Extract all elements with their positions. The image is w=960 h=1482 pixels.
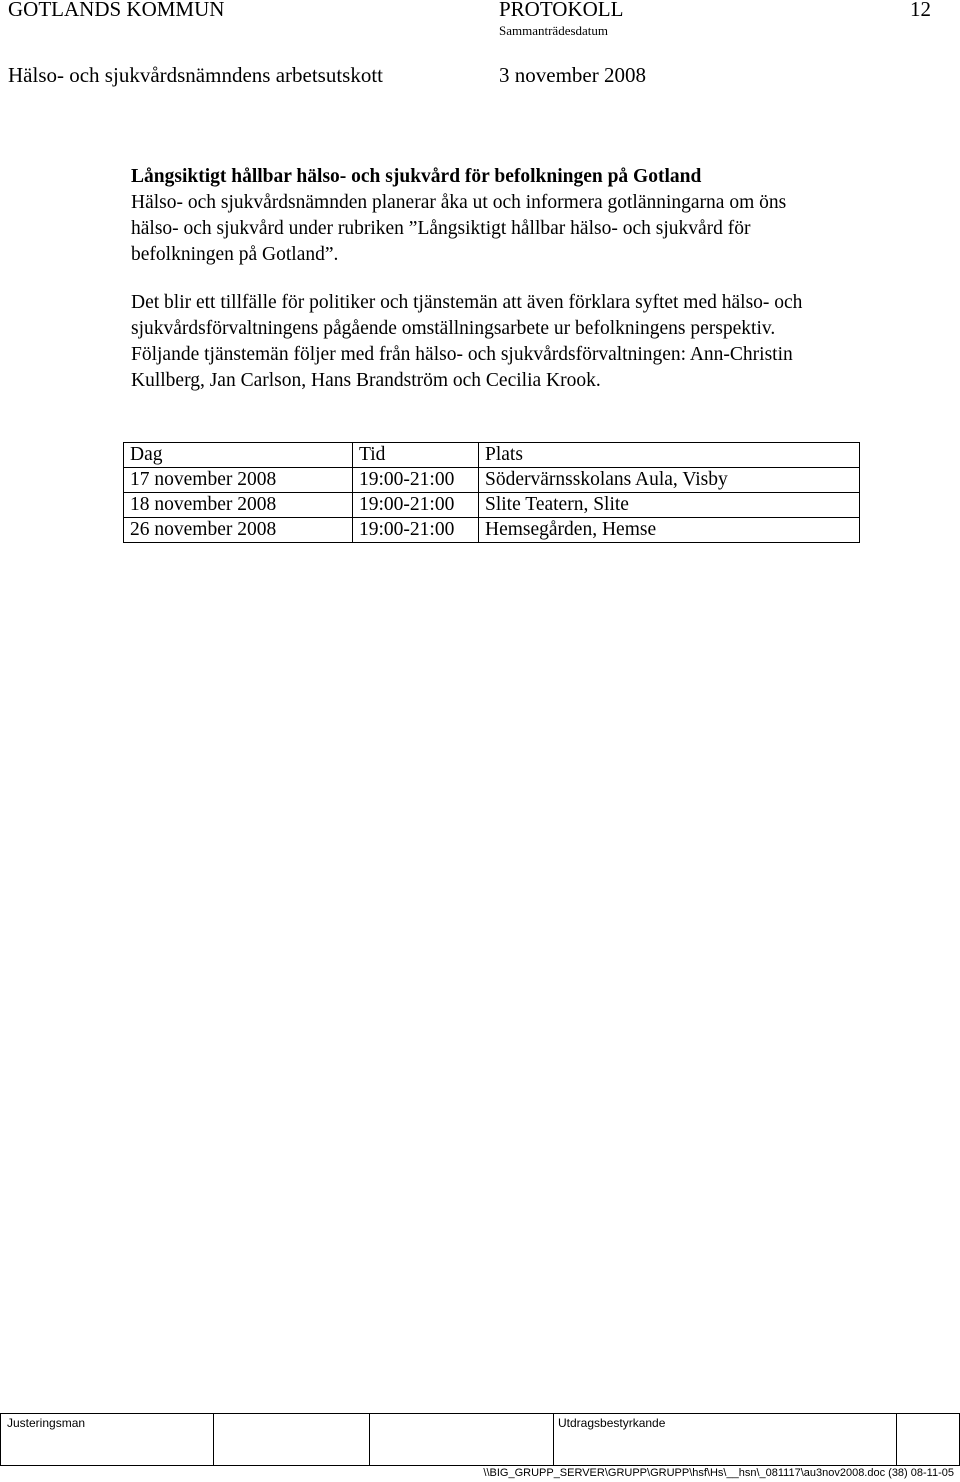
table-row	[124, 518, 860, 543]
page-number: 12	[910, 0, 931, 21]
schedule-table	[123, 442, 860, 543]
footer-separator-1	[213, 1413, 214, 1465]
file-path: \\BIG_GRUPP_SERVER\GRUPP\GRUPP\hsf\Hs\__hsn\_081117\au3nov2008.doc (38) 08-11-05	[483, 1467, 954, 1479]
organization-name: GOTLANDS KOMMUN	[8, 0, 225, 21]
cell-time: 19:00-21:00	[353, 518, 479, 543]
meeting-date-label: Sammanträdesdatum	[499, 23, 609, 38]
details-block	[131, 290, 831, 394]
committee-name: Hälso- och sjukvårdsnämndens arbetsutskott	[8, 63, 384, 87]
table-row	[124, 468, 860, 493]
column-header-place: Plats	[479, 443, 860, 468]
cell-day: 26 november 2008	[124, 518, 353, 543]
cell-day: 18 november 2008	[124, 493, 353, 518]
paragraph-intro: Hälso- och sjukvårdsnämnden planerar åka ut och informera gotlänningarna om öns hälso- och sjukvård under rubriken ”Långsiktigt hållbar hälso- och sjukvård för befolkningen på Gotland”.	[131, 192, 787, 265]
footer-separator-2	[369, 1413, 370, 1465]
footer-separator-4	[896, 1413, 897, 1465]
cell-time: 19:00-21:00	[353, 493, 479, 518]
column-header-time: Tid	[353, 443, 479, 468]
column-header-day: Dag	[124, 443, 353, 468]
cell-time: 19:00-21:00	[353, 468, 479, 493]
meeting-date: 3 november 2008	[499, 63, 646, 87]
cell-place: Slite Teatern, Slite	[479, 493, 860, 518]
table-header-row	[124, 443, 860, 468]
utdragsbestyrkande-label: Utdragsbestyrkande	[558, 1416, 666, 1430]
table-row	[124, 493, 860, 518]
paragraph-purpose: Det blir ett tillfälle för politiker och tjänstemän att även förklara syftet med hälso- och sjukvårdsförvaltningens pågående omställningsarbete ur befolkningens perspektiv.	[131, 292, 803, 339]
cell-day: 17 november 2008	[124, 468, 353, 493]
paragraph-staff: Följande tjänstemän följer med från hälso- och sjukvårdsförvaltningen: Ann-Christin Kullberg, Jan Carlson, Hans Brandström och Cecilia Krook.	[131, 344, 793, 391]
cell-place: Södervärnsskolans Aula, Visby	[479, 468, 860, 493]
footer-border-left	[0, 1413, 1, 1465]
footer-separator-3	[553, 1413, 554, 1465]
justeringsman-label: Justeringsman	[7, 1416, 86, 1430]
section-block	[131, 164, 831, 268]
footer-divider	[0, 1413, 960, 1414]
section-title: Långsiktigt hållbar hälso- och sjukvård för befolkningen på Gotland	[131, 166, 702, 187]
cell-place: Hemsegården, Hemse	[479, 518, 860, 543]
document-type: PROTOKOLL	[499, 0, 624, 21]
